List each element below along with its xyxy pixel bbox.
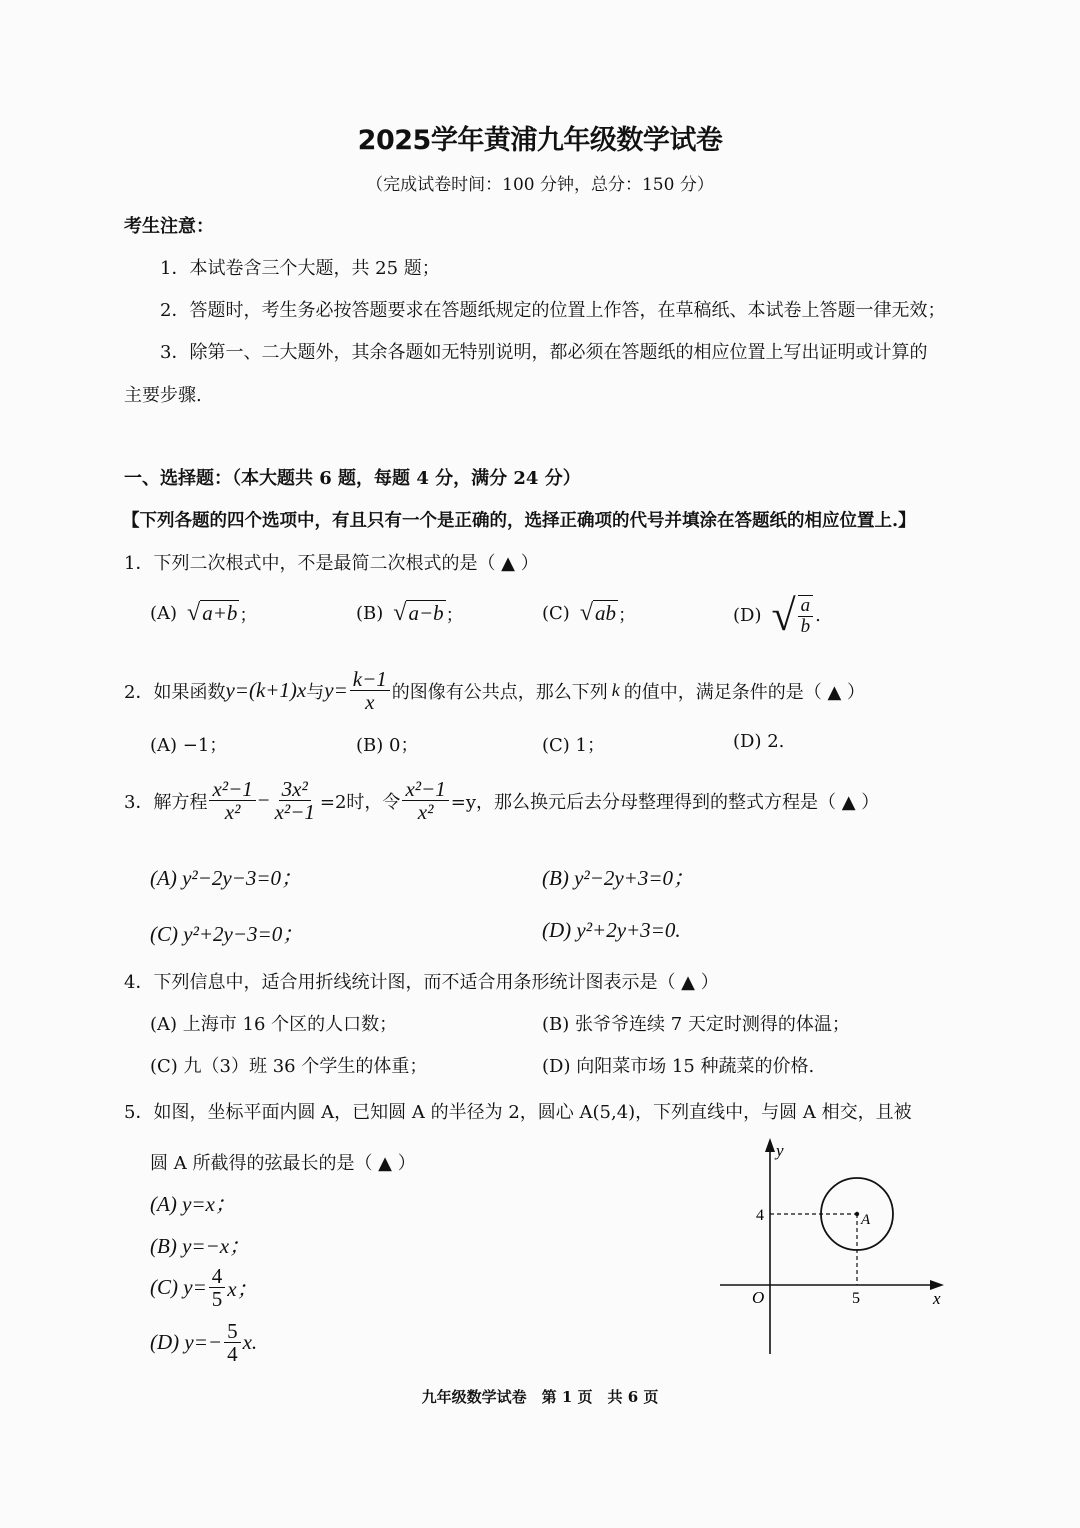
- denominator: x²: [417, 800, 434, 825]
- fraction: [798, 595, 814, 637]
- radicand: ab: [595, 601, 616, 625]
- option-text: (C) y²+2y−3=0；: [150, 922, 304, 946]
- numerator: k−1: [350, 668, 390, 691]
- option-text: (B) y²−2y+3=0；: [542, 866, 695, 890]
- q5-stem-line-1: 5．如图，坐标平面内圆 A，已知圆 A 的半径为 2，圆心 A(5,4)，下列直线中，与圆 A 相交，且被: [124, 1102, 912, 1123]
- numerator: x²−1: [209, 778, 255, 801]
- q5-stem-line-2: 圆 A 所截得的弦最长的是（ ▲ ）: [150, 1153, 416, 1174]
- denominator: 5: [211, 1287, 223, 1312]
- q2-option-c: (C) 1；: [542, 735, 605, 756]
- radicand: a−b: [408, 601, 444, 625]
- q3-option-b: [542, 862, 694, 892]
- semicolon: ；: [445, 604, 464, 626]
- option-text: (B) y=−x；: [150, 1234, 251, 1258]
- fraction-1: [209, 778, 255, 823]
- q5-coordinate-figure: [712, 1132, 952, 1362]
- q3-eq-2: =y，那么换元后去分母整理得到的整式方程是（ ▲ ）: [450, 791, 880, 813]
- numerator: 4: [209, 1265, 226, 1288]
- denominator: b: [800, 615, 811, 637]
- q2-option-d: (D) 2.: [733, 731, 785, 752]
- q4-option-a: (A) 上海市 16 个区的人口数；: [150, 1014, 398, 1035]
- sqrt-expr: √a+b: [187, 600, 238, 626]
- q5-option-a: [150, 1188, 236, 1218]
- q1-option-d: [733, 590, 821, 641]
- q3-eq: =2时，令: [319, 791, 401, 813]
- option-label: (C) y=: [150, 1275, 207, 1300]
- x-axis-label: x: [933, 1289, 941, 1308]
- q3-stem: [124, 778, 879, 823]
- variable-k: k: [611, 680, 620, 701]
- option-text: (D) y²+2y+3=0.: [542, 918, 681, 942]
- q3-option-c: [150, 918, 303, 948]
- q2-stem: [124, 668, 865, 713]
- q4-stem: 4．下列信息中，适合用折线统计图，而不适合用条形统计图表示是（ ▲ ）: [124, 972, 719, 993]
- denominator: x²−1: [274, 800, 315, 825]
- option-tail: x.: [242, 1330, 258, 1355]
- q2-mid: 与: [306, 681, 325, 703]
- q3-option-d: [542, 918, 681, 943]
- q3-option-a: [150, 862, 302, 892]
- page-title: 2025学年黄浦九年级数学试卷: [357, 125, 723, 156]
- point-a-label: A: [861, 1212, 871, 1228]
- x-tick-label: 5: [852, 1290, 860, 1307]
- notice-item-2: 2．答题时，考生务必按答题要求在答题纸规定的位置上作答，在草稿纸、本试卷上答题一律无效；: [160, 300, 946, 321]
- period: .: [815, 605, 821, 626]
- sqrt-expr: √ $\frac{a}{b}$: [771, 590, 815, 641]
- sqrt-expr: √a−b: [393, 600, 444, 626]
- numerator: 5: [224, 1320, 241, 1343]
- q2-option-a: (A) −1；: [150, 735, 228, 756]
- semicolon: ；: [618, 604, 636, 626]
- option-label: (A): [150, 603, 178, 624]
- q4-option-c: (C) 九（3）班 36 个学生的体重；: [150, 1056, 428, 1077]
- notice-heading: 考生注意：: [124, 216, 214, 237]
- q5-option-b: [150, 1230, 250, 1260]
- radicand: a+b: [202, 601, 238, 625]
- numerator: a: [798, 596, 814, 617]
- page-subtitle: （完成试卷时间：100 分钟，总分：150 分）: [366, 175, 714, 195]
- q1-option-a: [150, 600, 257, 627]
- function-1: y=(k+1)x: [225, 678, 307, 703]
- q5-option-c: [150, 1265, 258, 1310]
- option-label: (B): [356, 603, 384, 624]
- option-text: (A) y=x；: [150, 1192, 236, 1216]
- denominator: x: [365, 690, 375, 715]
- option-label: (D): [733, 605, 762, 626]
- sqrt-expr: √ab: [579, 600, 616, 626]
- option-tail: x；: [227, 1276, 258, 1301]
- q2-suffix-2: 的值中，满足条件的是（ ▲ ）: [623, 681, 866, 703]
- q2-option-b: (B) 0；: [356, 735, 419, 756]
- q3-prefix: 3．解方程: [124, 791, 208, 813]
- option-text: (A) y²−2y−3=0；: [150, 866, 303, 890]
- origin-label: O: [752, 1288, 765, 1307]
- section-heading: 一、选择题：（本大题共 6 题，每题 4 分，满分 24 分）: [124, 468, 581, 489]
- q1-option-c: [542, 600, 636, 627]
- fraction-3: [402, 778, 448, 823]
- section-instruction: 【下列各题的四个选项中，有且只有一个是正确的，选择正确项的代号并填涂在答题纸的相应位置上.】: [122, 511, 916, 531]
- numerator: x²−1: [402, 778, 448, 801]
- semicolon: ；: [239, 604, 258, 626]
- page-footer: 九年级数学试卷 第 1 页 共 6 页: [421, 1388, 659, 1406]
- notice-item-3-cont: 主要步骤.: [124, 385, 202, 406]
- q1-option-b: [356, 600, 464, 627]
- q5-option-d: [150, 1320, 257, 1365]
- q4-option-b: (B) 张爷爷连续 7 天定时测得的体温；: [542, 1014, 850, 1035]
- minus-sign: −: [257, 788, 270, 813]
- denominator: x²: [224, 800, 241, 825]
- fraction: [224, 1320, 241, 1365]
- q1-stem: 1．下列二次根式中，不是最简二次根式的是（ ▲ ）: [124, 553, 539, 574]
- fraction: [209, 1265, 226, 1310]
- q4-option-d: (D) 向阳菜市场 15 种蔬菜的价格.: [542, 1056, 815, 1077]
- denominator: 4: [227, 1342, 238, 1367]
- option-label: (D) y=−: [150, 1330, 223, 1355]
- notice-item-1: 1．本试卷含三个大题，共 25 题；: [160, 258, 440, 279]
- y-tick-label: 4: [756, 1207, 764, 1224]
- function-2-lhs: y=: [324, 678, 348, 703]
- fraction-2: [272, 778, 318, 823]
- function-2-fraction: [350, 668, 390, 713]
- y-axis-label: y: [776, 1141, 784, 1160]
- q2-suffix: 的图像有公共点，那么下列: [391, 681, 608, 703]
- numerator: 3x²: [279, 778, 311, 801]
- y-axis-arrow: [765, 1138, 775, 1152]
- option-label: (C): [542, 603, 570, 624]
- notice-item-3: 3．除第一、二大题外，其余各题如无特别说明，都必须在答题纸的相应位置上写出证明或计算的: [160, 342, 928, 363]
- q2-prefix: 2．如果函数: [124, 681, 226, 703]
